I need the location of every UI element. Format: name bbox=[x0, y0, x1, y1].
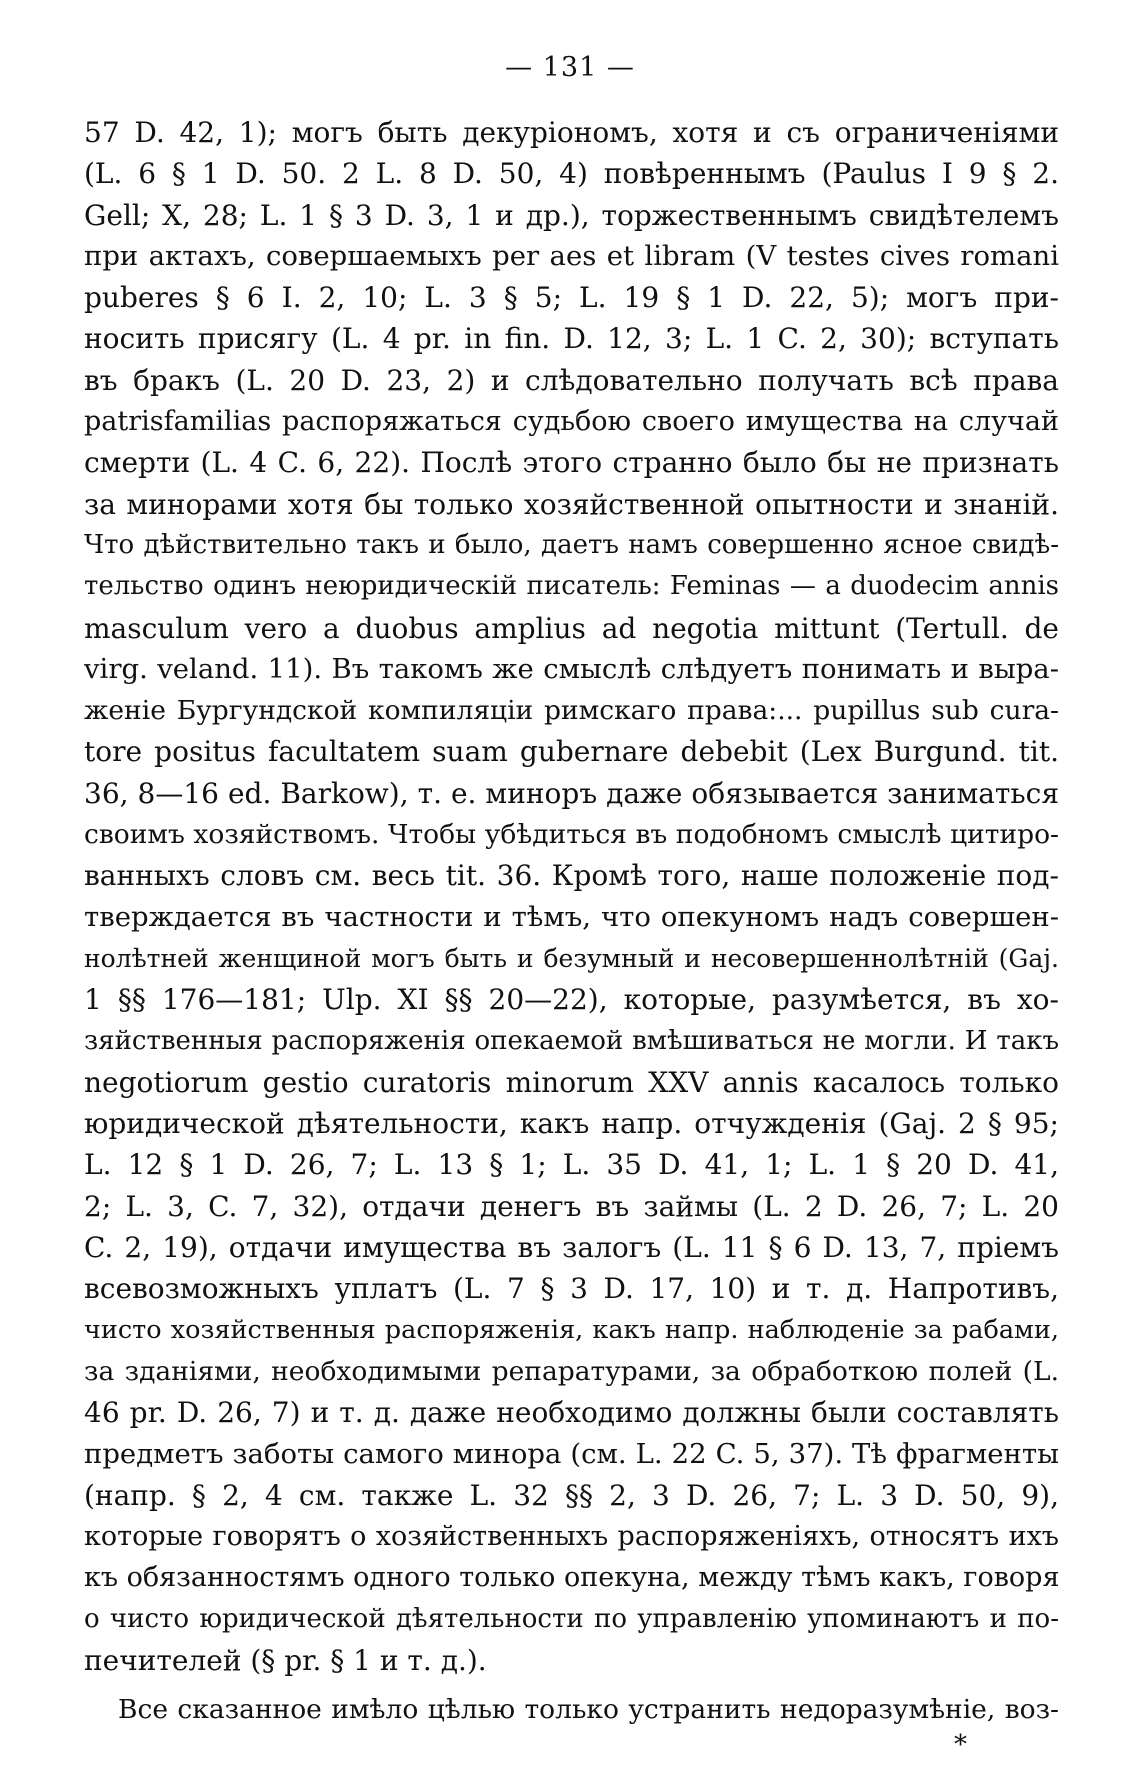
paragraph-gap bbox=[84, 1681, 1059, 1689]
text-line: virg. veland. 11). Въ такомъ же смыслѣ слѣдуетъ понимать и выра- bbox=[84, 652, 1059, 685]
text-line: юридической дѣятельности, какъ напр. отчужденія (Gaj. 2 § 95; bbox=[84, 1107, 1059, 1141]
text-line: за минорами хотя бы только хозяйственной опытности и знаній. bbox=[84, 487, 1059, 521]
text-line: L. 12 § 1 D. 26, 7; L. 13 § 1; L. 35 D. 41, 1; L. 1 § 20 D. 41, bbox=[84, 1148, 1059, 1182]
text-line: Что дѣйствительно такъ и было, даетъ намъ совершенно ясное свидѣ- bbox=[84, 529, 1059, 560]
text-line: за зданіями, необходимыми репаратурами, за обработкою полей (L. bbox=[84, 1355, 1059, 1387]
text-line: въ бракъ (L. 20 D. 23, 2) и слѣдовательно получать всѣ права bbox=[84, 363, 1059, 397]
text-line: Все сказанное имѣло цѣлью только устранить недоразумѣніе, воз- bbox=[118, 1694, 1059, 1726]
text-line: печителей (§ pr. § 1 и т. д.). bbox=[84, 1643, 487, 1677]
text-line: negotiorum gestio curatoris minorum XXV annis касалось только bbox=[84, 1065, 1059, 1099]
paragraph-2 bbox=[84, 1689, 1059, 1730]
footnote-asterisk: * bbox=[954, 1730, 967, 1760]
text-line: 36, 8—16 ed. Barkow), т. е. миноръ даже обязывается заниматься bbox=[84, 776, 1059, 810]
text-line: (L. 6 § 1 D. 50. 2 L. 8 D. 50, 4) повѣреннымъ (Paulus I 9 § 2. bbox=[84, 157, 1059, 191]
page-number: — 131 — bbox=[505, 52, 635, 83]
text-line: чисто хозяйственныя распоряженія, какъ напр. наблюденіе за рабами, bbox=[84, 1314, 1059, 1345]
text-line: patrisfamilias распоряжаться судьбою своего имущества на случай bbox=[84, 406, 1059, 438]
text-line: о чисто юридической дѣятельности по управленію упоминаютъ и по- bbox=[84, 1603, 1059, 1634]
body-text bbox=[84, 112, 1059, 1731]
text-line: женіе Бургундской компиляціи римскаго права:... pupillus sub cura- bbox=[84, 695, 1059, 727]
text-line: всевозможныхъ уплатъ (L. 7 § 3 D. 17, 10) и т. д. Напротивъ, bbox=[84, 1272, 1059, 1306]
text-line: которые говорятъ о хозяйственныхъ распоряженіяхъ, относятъ ихъ bbox=[84, 1521, 1059, 1553]
text-line: 2; L. 3, C. 7, 32), отдачи денегъ въ займы (L. 2 D. 26, 7; L. 20 bbox=[84, 1189, 1059, 1223]
text-line: тверждается въ частности и тѣмъ, что опекуномъ надъ совершен- bbox=[84, 900, 1059, 933]
text-line: къ обязанностямъ одного только опекуна, между тѣмъ какъ, говоря bbox=[84, 1562, 1059, 1594]
text-line: masculum vero a duobus amplius ad negotia mittunt (Tertull. de bbox=[84, 611, 1059, 645]
text-line: 46 pr. D. 26, 7) и т. д. даже необходимо должны были составлять bbox=[84, 1396, 1059, 1430]
text-line: tore positus facultatem suam gubernare debebit (Lex Burgund. tit. bbox=[84, 735, 1059, 769]
text-line: носить присягу (L. 4 pr. in fin. D. 12, 3; L. 1 C. 2, 30); вступать bbox=[84, 322, 1059, 356]
text-line: ванныхъ словъ см. весь tit. 36. Кромѣ того, наше положеніе под- bbox=[84, 859, 1059, 893]
text-line: нолѣтней женщиной могъ быть и безумный и несовершеннолѣтній (Gaj. bbox=[84, 943, 1059, 973]
text-line: при актахъ, совершаемыхъ per aes et libram (V testes cives romani bbox=[84, 239, 1059, 272]
text-line: C. 2, 19), отдачи имущества въ залогъ (L. 11 § 6 D. 13, 7, пріемъ bbox=[84, 1231, 1059, 1265]
text-line: 1 §§ 176—181; Ulp. XI §§ 20—22), которые, разумѣется, въ хо- bbox=[84, 983, 1059, 1017]
text-line: своимъ хозяйствомъ. Чтобы убѣдиться въ подобномъ смыслѣ цитиро- bbox=[84, 819, 1059, 851]
text-line: предметъ заботы самого минора (см. L. 22 C. 5, 37). Тѣ фрагменты bbox=[84, 1437, 1059, 1470]
paragraph-1 bbox=[84, 112, 1059, 1681]
text-line: 57 D. 42, 1); могъ быть декуріономъ, хотя и съ ограниченіями bbox=[84, 116, 1059, 149]
text-line: зяйственныя распоряженія опекаемой вмѣшиваться не могли. И такъ bbox=[84, 1025, 1059, 1056]
text-line: смерти (L. 4 C. 6, 22). Послѣ этого странно было бы не признать bbox=[84, 446, 1059, 480]
text-line: puberes § 6 I. 2, 10; L. 3 § 5; L. 19 § 1 D. 22, 5); могъ при- bbox=[84, 281, 1059, 315]
text-line: тельство одинъ неюридическій писатель: Feminas — a duodecim annis bbox=[84, 571, 1059, 602]
text-line: (напр. § 2, 4 см. также L. 32 §§ 2, 3 D. 26, 7; L. 3 D. 50, 9), bbox=[84, 1478, 1059, 1512]
text-line: Gell; X, 28; L. 1 § 3 D. 3, 1 и др.), торжественнымъ свидѣтелемъ bbox=[84, 198, 1059, 232]
